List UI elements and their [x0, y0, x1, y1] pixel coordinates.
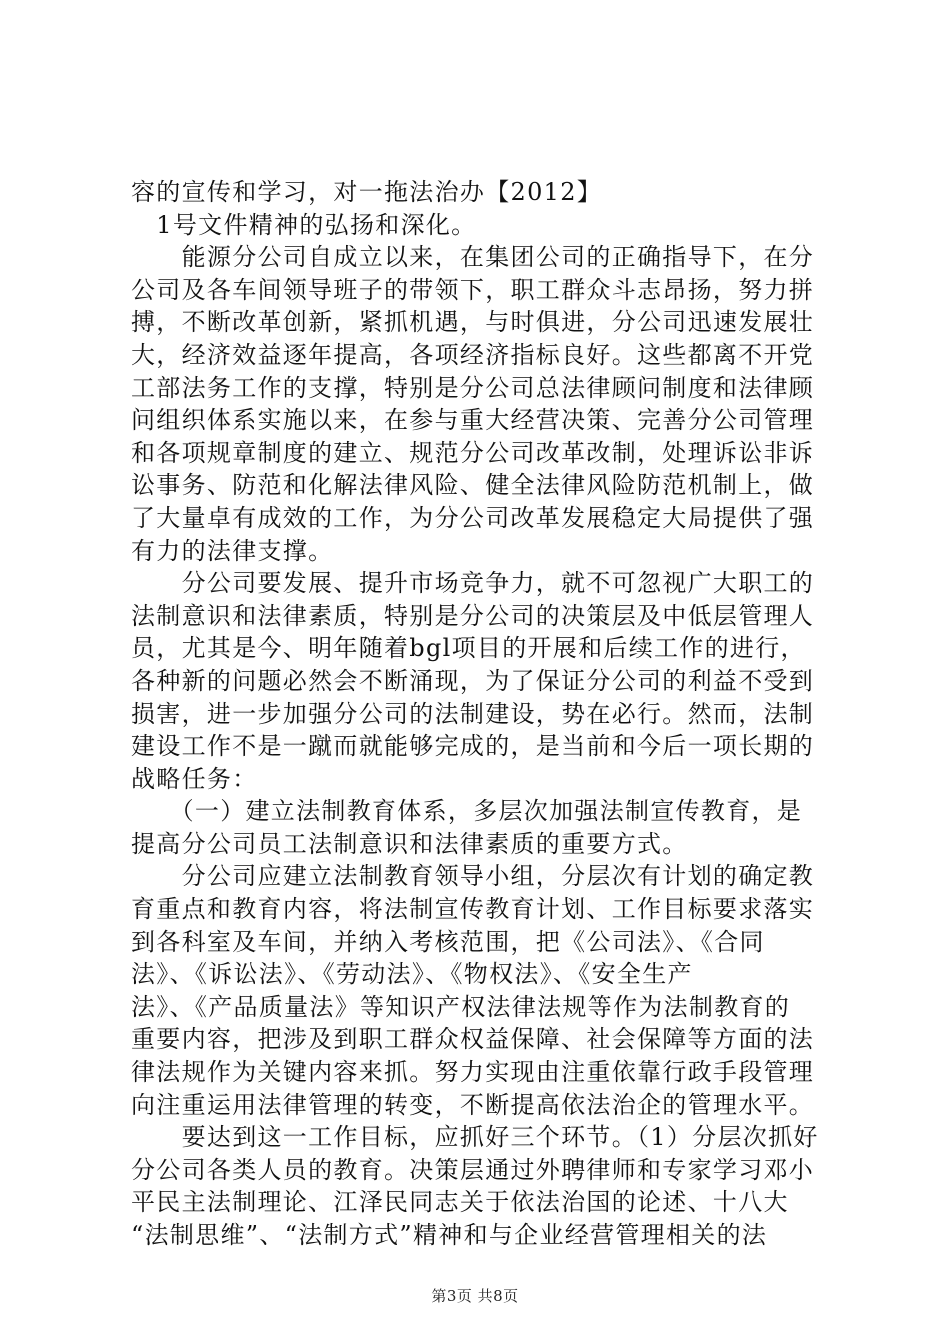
text-line: 育重点和教育内容，将法制宣传教育计划、工作目标要求落实 [131, 895, 815, 924]
text-line: 能源分公司自成立以来，在集团公司的正确指导下，在分 [131, 243, 815, 272]
text-line: 平民主法制理论、江泽民同志关于依法治国的论述、十八大 [131, 1188, 789, 1217]
text-line: 问组织体系实施以来，在参与重大经营决策、完善分公司管理 [131, 406, 815, 435]
text-line: 建设工作不是一蹴而就能够完成的，是当前和今后一项长期的 [131, 732, 815, 761]
text-line: 法》、《产品质量法》等知识产权法律法规等作为法制教育的 [131, 992, 791, 1021]
document-body [131, 176, 836, 1252]
text-line: 大，经济效益逐年提高，各项经济指标良好。这些都离不开党 [131, 340, 815, 369]
text-line: 律法规作为关键内容来抓。努力实现由注重依靠行政手段管理 [131, 1058, 815, 1087]
page-footer [0, 1285, 950, 1306]
text-line: 提高分公司员工法制意识和法律素质的重要方式。 [131, 829, 688, 858]
text-line: 有力的法律支撑。 [131, 536, 334, 565]
text-line: （一）建立法制教育体系，多层次加强法制宣传教育，是 [131, 797, 803, 826]
text-line: 战略任务： [131, 764, 258, 793]
text-line: 法制意识和法律素质，特别是分公司的决策层及中低层管理人 [131, 601, 815, 630]
text-line: 公司及各车间领导班子的带领下，职工群众斗志昂扬，努力拼 [131, 275, 815, 304]
text-line: 向注重运用法律管理的转变，不断提高依法治企的管理水平。 [131, 1090, 815, 1119]
text-line: 分公司各类人员的教育。决策层通过外聘律师和专家学习邓小 [131, 1155, 815, 1184]
text-line: 工部法务工作的支撑，特别是分公司总法律顾问制度和法律顾 [131, 373, 815, 402]
text-line: 了大量卓有成效的工作，为分公司改革发展稳定大局提供了强 [131, 503, 815, 532]
text-line: 法》、《诉讼法》、《劳动法》、《物权法》、《安全生产 [131, 960, 693, 989]
page-number: 第3页 共8页 [431, 1287, 519, 1305]
text-line: 搏，不断改革创新，紧抓机遇，与时俱进，分公司迅速发展壮 [131, 308, 815, 337]
text-line: 和各项规章制度的建立、规范分公司改革改制，处理诉讼非诉 [131, 438, 815, 467]
text-line: 员，尤其是今、明年随着bgl项目的开展和后续工作的进行， [131, 634, 806, 663]
text-line: “法制思维”、“法制方式”精神和与企业经营管理相关的法 [131, 1221, 768, 1249]
text-line: 分公司要发展、提升市场竞争力，就不可忽视广大职工的 [131, 569, 815, 598]
text-line: 讼事务、防范和化解法律风险、健全法律风险防范机制上，做 [131, 471, 815, 500]
text-line: 重要内容，把涉及到职工群众权益保障、社会保障等方面的法 [131, 1025, 815, 1054]
text-line: 容的宣传和学习，对一拖法治办【2012】 [131, 178, 603, 206]
text-line: 各种新的问题必然会不断涌现，为了保证分公司的利益不受到 [131, 666, 815, 695]
text-line: 到各科室及车间，并纳入考核范围，把《公司法》、《合同 [131, 927, 765, 956]
text-line: 分公司应建立法制教育领导小组，分层次有计划的确定教 [131, 862, 815, 891]
text-line: 损害，进一步加强分公司的法制建设，势在必行。然而，法制 [131, 699, 815, 728]
text-line: 1号文件精神的弘扬和深化。 [131, 210, 477, 239]
text-line: 要达到这一工作目标，应抓好三个环节。（1）分层次抓好 [131, 1123, 819, 1152]
